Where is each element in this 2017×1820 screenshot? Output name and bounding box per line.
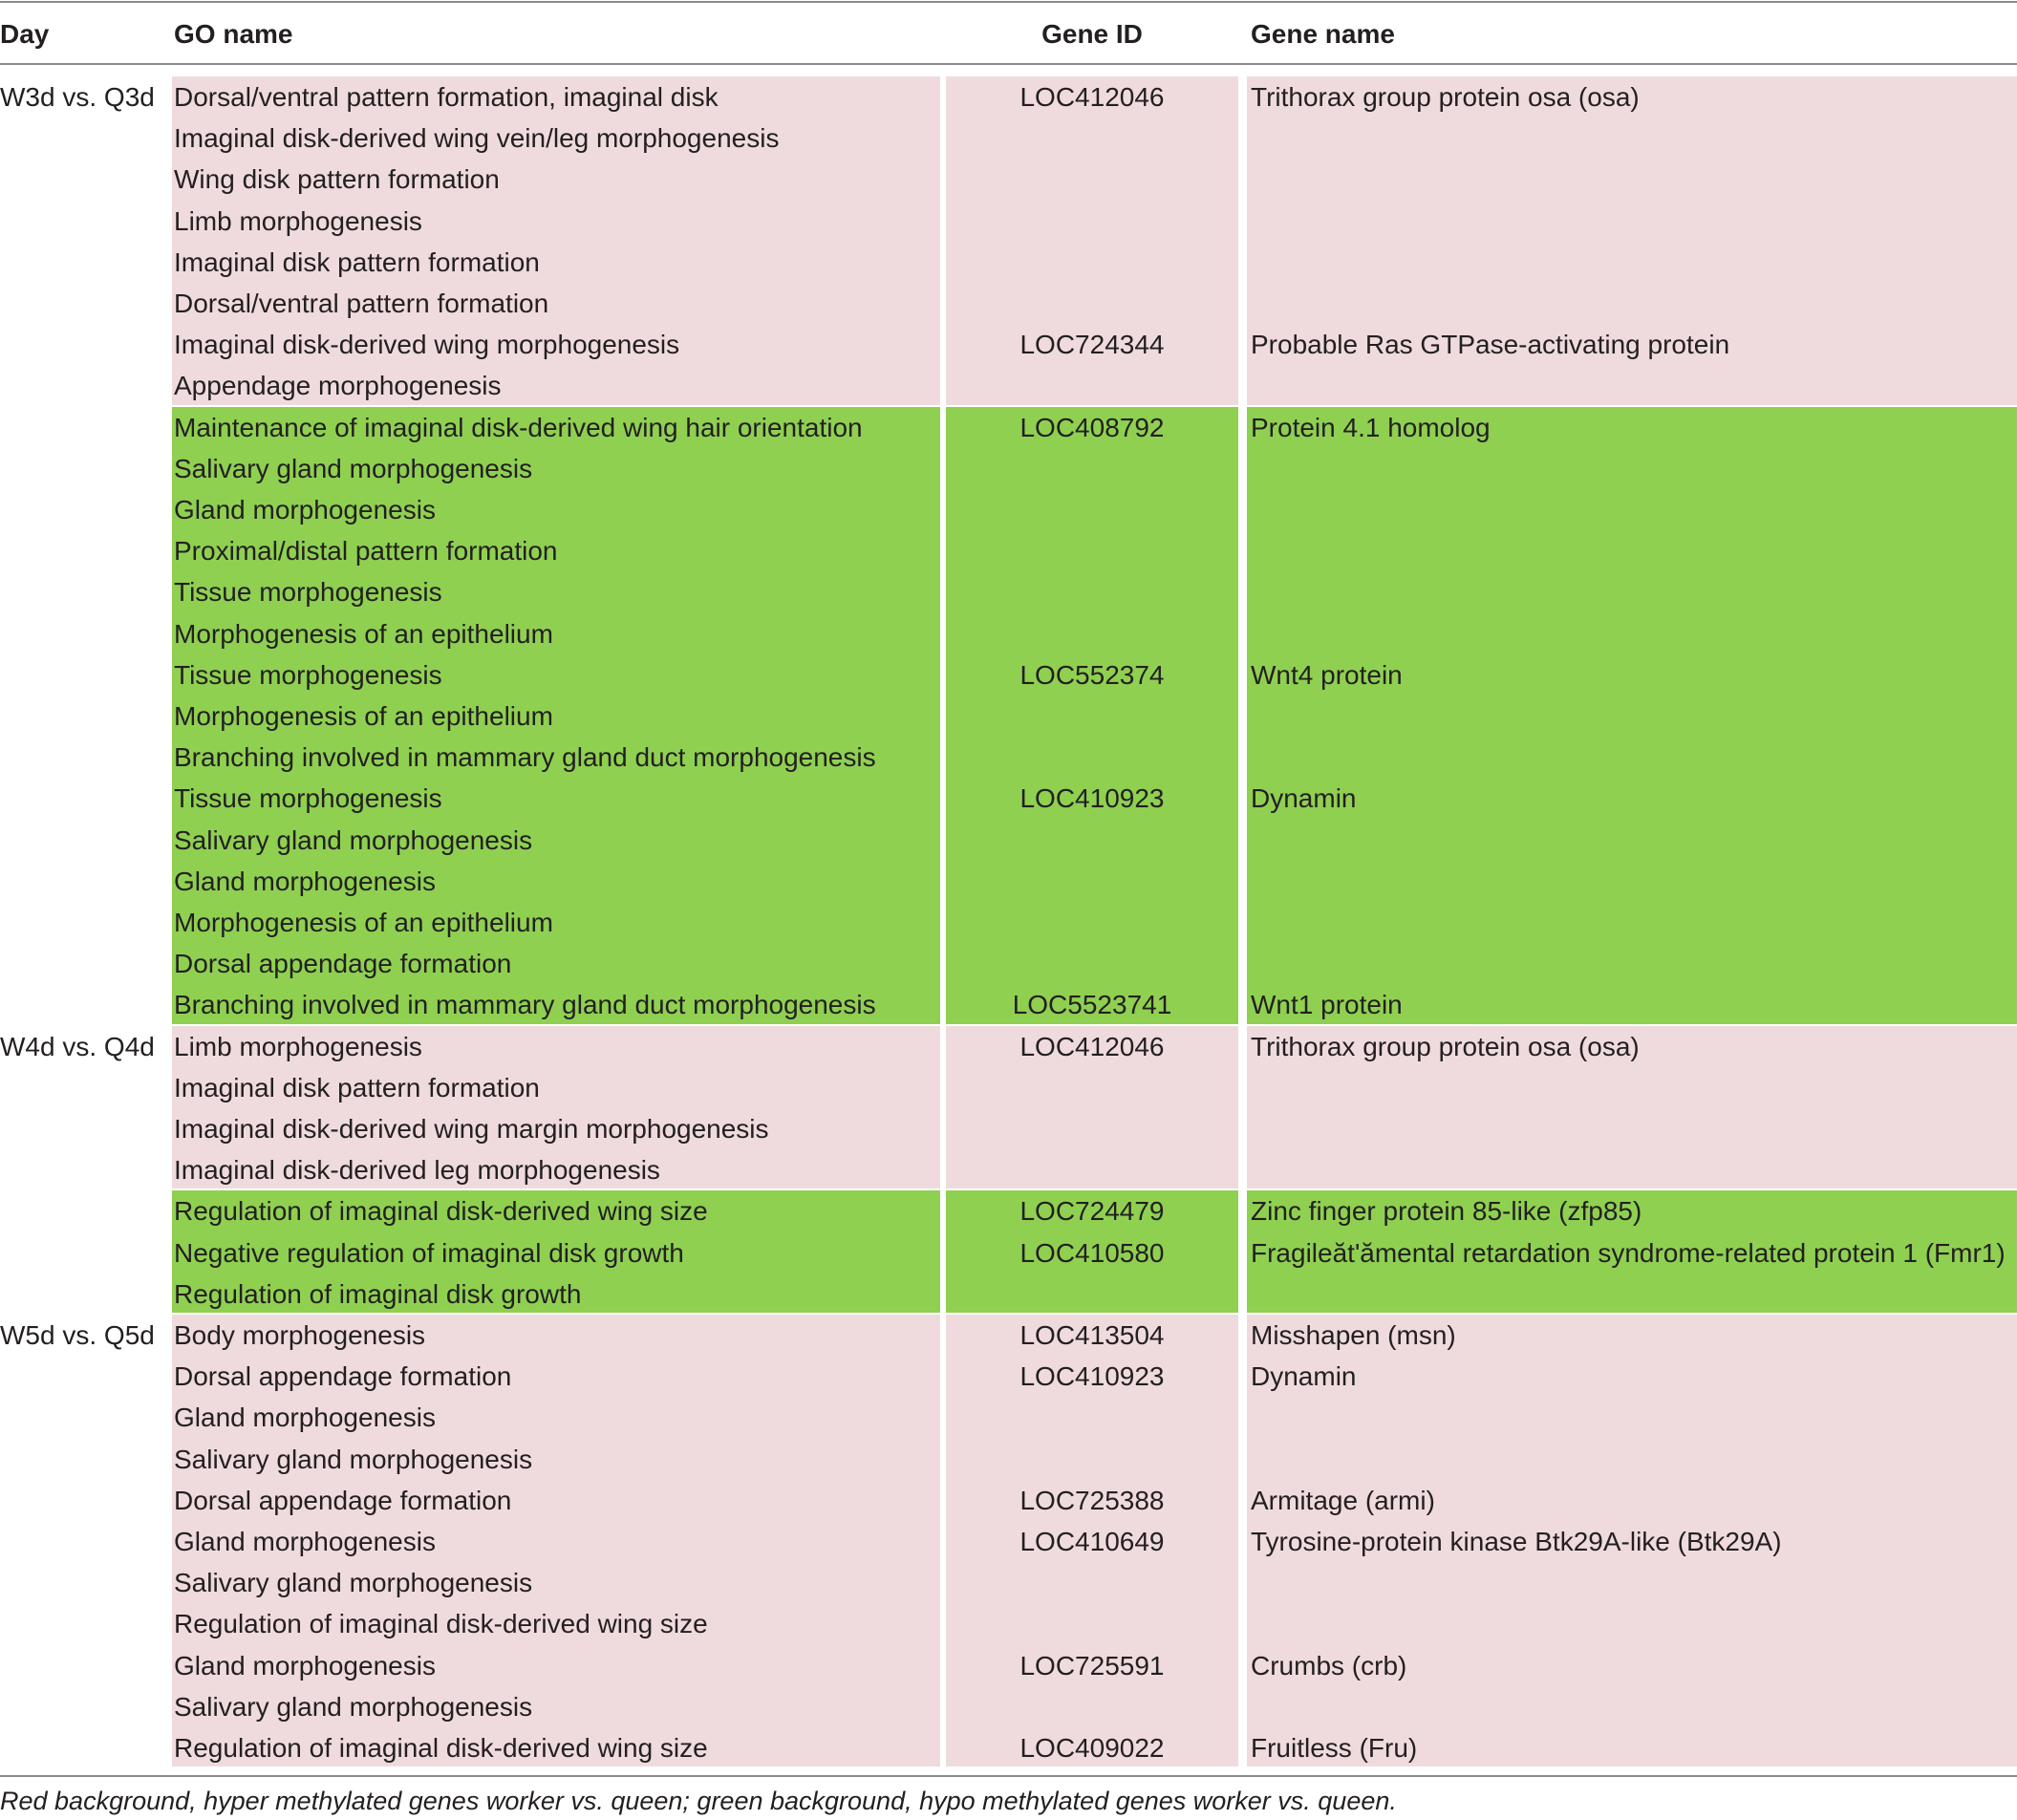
go-name-cell: Negative regulation of imaginal disk growth [174,1238,684,1268]
gene-id-cell [946,1603,1238,1644]
go-name-cell: Imaginal disk pattern formation [174,247,540,277]
go-name-cell: Gland morphogenesis [174,867,436,896]
go-name-cell: Tissue morphogenesis [174,577,442,607]
gene-name-cell: Misshapen (msn) [1251,1320,1456,1350]
header-gene-id: Gene ID [1041,19,1143,49]
day-cell: W3d vs. Q3d [0,82,155,112]
gene-id-cell [946,365,1238,406]
gene-id-cell [946,283,1238,324]
go-name-cell: Limb morphogenesis [174,1032,422,1061]
gene-id-cell [946,902,1238,943]
go-name-cell: Dorsal/ventral pattern formation [174,289,549,318]
gene-name-cell: Probable Ras GTPase-activating protein [1251,330,1730,359]
go-name-cell: Imaginal disk-derived leg morphogenesis [174,1155,660,1185]
gene-id-cell: LOC412046 [1019,82,1165,112]
gene-id-cell: LOC410923 [1019,783,1165,813]
highlight-block-green [1247,407,2017,1024]
gene-name-cell: Tyrosine-protein kinase Btk29A-like (Btk29A) [1251,1527,1782,1556]
gene-name-cell: Wnt4 protein [1251,660,1403,690]
gene-id-cell [946,943,1238,984]
gene-id-cell: LOC5523741 [1012,990,1172,1019]
gene-name-cell: Dynamin [1251,1361,1357,1391]
gene-id-cell: LOC409022 [1019,1733,1165,1763]
gene-id-cell [946,201,1238,242]
gene-id-cell [946,1067,1238,1108]
gene-id-cell [946,571,1238,612]
go-name-cell: Regulation of imaginal disk-derived wing size [174,1733,708,1763]
gene-id-cell [946,1108,1238,1149]
gene-id-cell: LOC724344 [1019,330,1165,359]
gene-id-cell [946,737,1238,778]
go-name-cell: Dorsal/ventral pattern formation, imaginal disk [174,82,719,112]
gene-id-cell [946,159,1238,200]
gene-id-cell [946,242,1238,283]
go-name-cell: Gland morphogenesis [174,495,436,525]
go-name-cell: Tissue morphogenesis [174,660,442,690]
go-name-cell: Salivary gland morphogenesis [174,825,533,855]
go-name-cell: Morphogenesis of an epithelium [174,619,553,649]
gene-name-cell: Protein 4.1 homolog [1251,413,1491,442]
go-name-cell: Imaginal disk-derived wing morphogenesis [174,330,680,359]
gene-name-cell: Dynamin [1251,783,1357,813]
gene-name-cell: Fragileăt'ămental retardation syndrome-related protein 1 (Fmr1) [1251,1238,2006,1268]
gene-id-cell: LOC410580 [1019,1238,1165,1268]
header-go-name: GO name [174,19,293,49]
go-name-cell: Wing disk pattern formation [174,164,500,194]
go-name-cell: Tissue morphogenesis [174,783,442,813]
go-name-cell: Dorsal appendage formation [174,1361,512,1391]
gene-name-cell: Crumbs (crb) [1251,1651,1407,1681]
gene-name-cell: Fruitless (Fru) [1251,1733,1418,1763]
go-name-cell: Gland morphogenesis [174,1402,436,1432]
gene-id-cell [946,1149,1238,1190]
gene-id-cell: LOC725388 [1019,1486,1165,1515]
go-name-cell: Morphogenesis of an epithelium [174,701,553,731]
go-name-cell: Branching involved in mammary gland duct morphogenesis [174,990,876,1019]
gene-id-cell [946,448,1238,489]
gene-id-cell [946,696,1238,737]
gene-name-cell: Trithorax group protein osa (osa) [1251,82,1640,112]
gene-id-cell [946,1397,1238,1438]
gene-id-cell: LOC410649 [1019,1527,1165,1556]
gene-name-cell: Wnt1 protein [1251,990,1403,1019]
gene-id-cell [946,489,1238,530]
header-day: Day [0,19,50,49]
header-gene-name: Gene name [1251,19,1395,49]
table-footnote: Red background, hyper methylated genes worker vs. queen; green background, hypo methylated genes worker vs. queen. [0,1787,1397,1815]
gene-id-cell: LOC410923 [1019,1361,1165,1391]
go-name-cell: Dorsal appendage formation [174,949,512,978]
gene-id-cell [946,820,1238,861]
gene-id-cell [946,861,1238,902]
go-name-cell: Gland morphogenesis [174,1527,436,1556]
gene-id-cell [946,1439,1238,1480]
gene-id-cell: LOC412046 [1019,1032,1165,1061]
gene-name-cell: Zinc finger protein 85-like (zfp85) [1251,1196,1642,1226]
gene-id-cell: LOC413504 [1019,1320,1165,1350]
day-cell: W5d vs. Q5d [0,1320,155,1350]
go-name-cell: Gland morphogenesis [174,1651,436,1681]
go-name-cell: Imaginal disk pattern formation [174,1073,540,1103]
go-name-cell: Proximal/distal pattern formation [174,536,558,566]
go-name-cell: Body morphogenesis [174,1320,426,1350]
gene-name-cell: Trithorax group protein osa (osa) [1251,1032,1640,1061]
gene-id-cell [946,1562,1238,1603]
go-name-cell: Salivary gland morphogenesis [174,1445,533,1474]
go-name-cell: Salivary gland morphogenesis [174,454,533,483]
gene-id-cell [946,1686,1238,1727]
go-name-cell: Regulation of imaginal disk growth [174,1279,582,1309]
go-name-cell: Maintenance of imaginal disk-derived wing hair orientation [174,413,863,442]
go-name-cell: Salivary gland morphogenesis [174,1692,533,1722]
gene-name-cell: Armitage (armi) [1251,1486,1435,1515]
table-bottom-rule [0,1775,2017,1777]
gene-id-cell: LOC408792 [1019,413,1165,442]
header-rule [0,63,2017,65]
gene-id-cell [946,1274,1238,1315]
go-name-cell: Appendage morphogenesis [174,371,502,400]
go-name-cell: Dorsal appendage formation [174,1486,512,1515]
go-name-cell: Morphogenesis of an epithelium [174,908,553,937]
gene-id-cell [946,530,1238,571]
go-name-cell: Regulation of imaginal disk-derived wing size [174,1609,708,1638]
gene-id-cell: LOC552374 [1019,660,1165,690]
day-cell: W4d vs. Q4d [0,1032,155,1061]
go-name-cell: Limb morphogenesis [174,206,422,236]
go-name-cell: Salivary gland morphogenesis [174,1568,533,1597]
go-name-cell: Imaginal disk-derived wing vein/leg morphogenesis [174,123,780,153]
gene-id-cell: LOC724479 [1019,1196,1165,1226]
table-top-rule [0,1,2017,3]
gene-id-cell [946,613,1238,654]
go-name-cell: Imaginal disk-derived wing margin morphogenesis [174,1114,769,1144]
go-name-cell: Branching involved in mammary gland duct morphogenesis [174,742,876,772]
go-name-cell: Regulation of imaginal disk-derived wing size [174,1196,708,1226]
gene-id-cell: LOC725591 [1019,1651,1165,1681]
gene-id-cell [946,118,1238,159]
